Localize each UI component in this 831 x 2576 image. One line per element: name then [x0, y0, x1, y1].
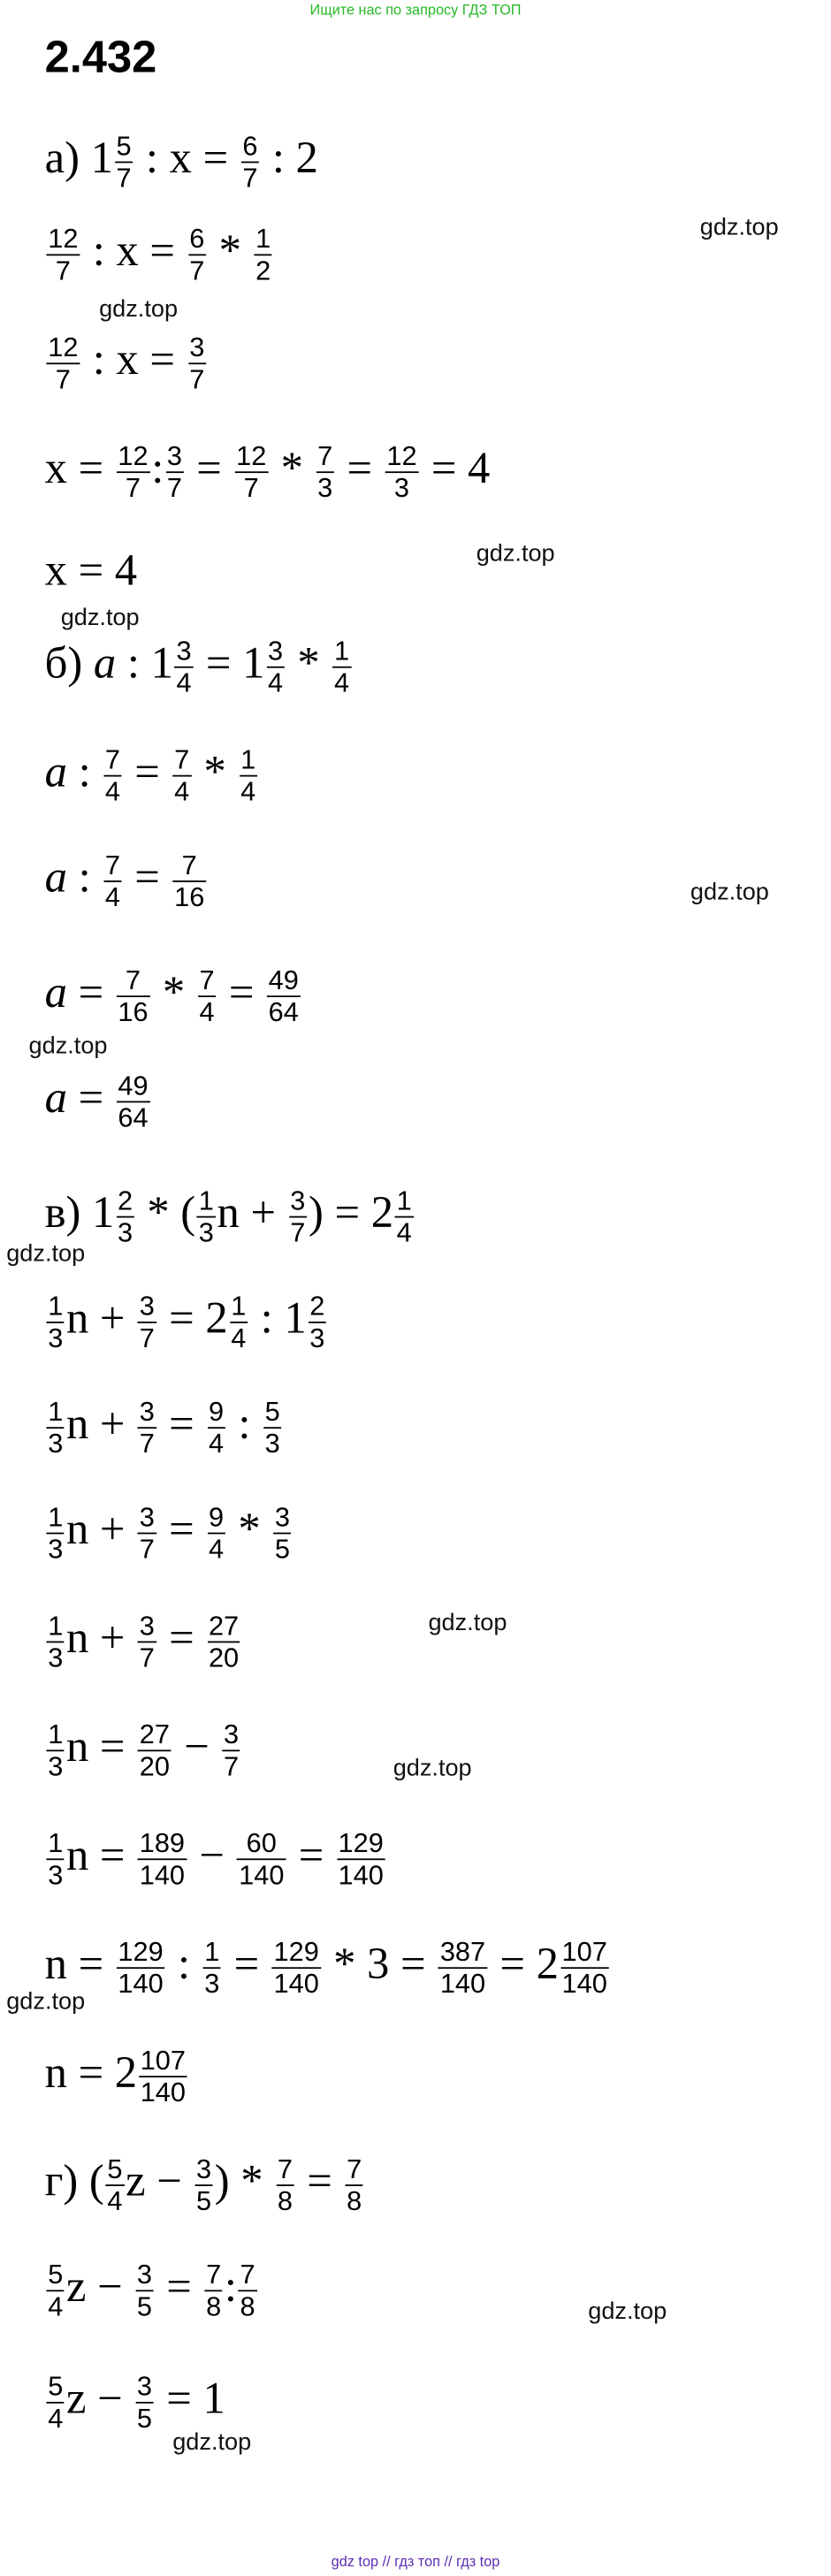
part-g-line-3: $\frac{5}{4}$ z − $\frac{3}{5}$ = 1: [48, 2371, 225, 2435]
part-v-line-8: n = $\frac{129}{140}$ : $\frac{1}{3}$ = $\frac{129}{140}$ * 3 = $\frac{387}{140}$ = 2 $\frac{107}{140}$: [44, 1936, 607, 2000]
part-a-line-3: $\frac{12}{7}$ : x = $\frac{3}{7}$: [48, 332, 205, 395]
footer-links[interactable]: gdz top // гдз топ // гдз top: [331, 2553, 500, 2570]
watermark: gdz.top: [393, 1754, 472, 1782]
part-a-answer: x = 4: [44, 546, 138, 597]
part-v-line-6: $\frac{1}{3}$ n = $\frac{27}{20}$ − $\frac{3}{7}$: [48, 1719, 240, 1782]
part-v-line-5: $\frac{1}{3}$ n + $\frac{3}{7}$ = $\frac{27}{20}$: [48, 1611, 240, 1673]
part-v-line-4: $\frac{1}{3}$ n + $\frac{3}{7}$ = $\frac{9}{4}$ * $\frac{3}{5}$: [48, 1502, 291, 1565]
part-b-line-1: б) a : 1 $\frac{3}{4}$ = 1 $\frac{3}{4}$ * $\frac{1}{4}$: [44, 636, 350, 699]
watermark: gdz.top: [28, 1032, 108, 1060]
part-b-line-3: a : $\frac{7}{4}$ = $\frac{7}{16}$: [44, 850, 205, 913]
part-a-line-4: x = $\frac{12}{7}$ : $\frac{3}{7}$ = $\frac{12}{7}$ * $\frac{7}{3}$ = $\frac{12}{3}$ = 4: [44, 440, 491, 504]
part-g-line-1: г) ( $\frac{5}{4}$ z − $\frac{3}{5}$ ) * $\frac{7}{8}$ = $\frac{7}{8}$: [44, 2153, 362, 2217]
part-v-answer: n = 2 $\frac{107}{140}$: [44, 2045, 187, 2108]
part-g-line-2: $\frac{5}{4}$ z − $\frac{3}{5}$ = $\frac{7}{8}$ : $\frac{7}{8}$: [48, 2260, 255, 2322]
part-b-line-4: a = $\frac{7}{16}$ * $\frac{7}{4}$ = $\frac{49}{64}$: [44, 964, 299, 1028]
watermark: gdz.top: [60, 604, 140, 632]
watermark: gdz.top: [99, 295, 179, 324]
part-v-line-7: $\frac{1}{3}$ n = $\frac{189}{140}$ − $\frac{60}{140}$ = $\frac{129}{140}$: [48, 1828, 384, 1891]
part-v-line-3: $\frac{1}{3}$ n + $\frac{3}{7}$ = $\frac{9}{4}$ : $\frac{5}{3}$: [48, 1396, 280, 1459]
part-a-line-2: $\frac{12}{7}$ : x = $\frac{6}{7}$ * $\frac{1}{2}$: [48, 224, 271, 286]
problem-number: 2.432: [44, 32, 157, 82]
part-v-line-2: $\frac{1}{3}$ n + $\frac{3}{7}$ = 2 $\frac{1}{4}$ : 1 $\frac{2}{3}$: [48, 1291, 325, 1354]
watermark: gdz.top: [476, 540, 555, 568]
part-a-line-1: а) 1 $\frac{5}{7}$ : x = $\frac{6}{7}$ : 2: [44, 131, 318, 194]
top-banner[interactable]: Ищите нас по запросу ГДЗ ТОП: [309, 1, 522, 18]
part-v-line-1: в) 1 $\frac{2}{3}$ * ( $\frac{1}{3}$ n + $\frac{3}{7}$ ) = 2 $\frac{1}{4}$: [44, 1185, 412, 1248]
watermark: gdz.top: [428, 1609, 507, 1637]
part-b-line-2: a : $\frac{7}{4}$ = $\frac{7}{4}$ * $\frac{1}{4}$: [44, 744, 256, 807]
watermark: gdz.top: [690, 879, 769, 906]
watermark: gdz.top: [6, 1987, 86, 2016]
watermark: gdz.top: [172, 2428, 252, 2457]
watermark: gdz.top: [6, 1239, 86, 1268]
part-b-answer: a = $\frac{49}{64}$: [44, 1071, 149, 1133]
watermark: gdz.top: [699, 214, 779, 241]
watermark: gdz.top: [588, 2298, 667, 2326]
